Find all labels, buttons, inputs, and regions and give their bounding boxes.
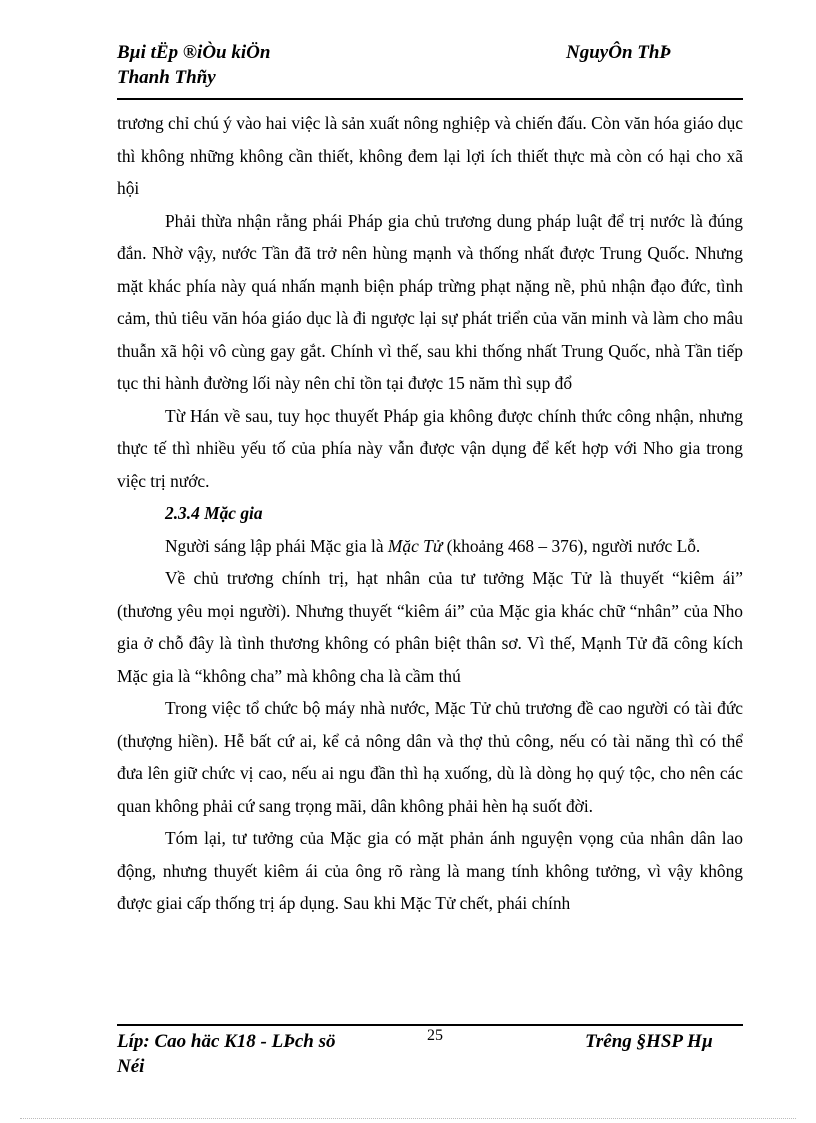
- page-header: [117, 40, 742, 102]
- header-left-line1: Bµi tËp ®iÒu kiÖn: [117, 42, 271, 63]
- header-left: [117, 40, 270, 90]
- paragraph-3: Từ Hán về sau, tuy học thuyết Pháp gia không được chính thức công nhận, nhưng thực tế thì nhiều yếu tố của phía này vẫn được vận dụng để kết hợp với Nho gia trong việc trị nước.: [117, 405, 743, 491]
- paragraph-2: Phải thừa nhận rằng phái Pháp gia chủ trương dung pháp luật để trị nước là đúng đắn. Nhờ vậy, nước Tần đã trở nên hùng mạnh và thống nhất được Trung Quốc. Nhưng mặt khác phía này quá nhấn mạnh biện pháp trừng phạt nặng nề, phủ nhận đạo đức, tình cảm, thủ tiêu văn hóa giáo dục là đi ngược lại sự phát triển của văn minh và làm cho mâu thuẫn xã hội vô cùng gay gắt. Chính vì thế, sau khi thống nhất Trung Quốc, nhà Tần tiếp tục thi hành đường lối này nên chỉ tồn tại được 15 năm thì sụp đổ: [117, 210, 743, 393]
- paragraph-4-name: Mặc Tử: [387, 535, 443, 556]
- page-footer: [117, 1029, 743, 1079]
- header-divider: [117, 98, 743, 100]
- header-right: NguyÔn ThÞ: [566, 42, 672, 63]
- paragraph-4-text-end: (khoảng 468 – 376), người nước Lỗ.: [442, 535, 701, 556]
- paragraph-7: Tóm lại, tư tưởng của Mặc gia có mặt phản ánh nguyện vọng của nhân dân lao động, nhưng thuyết kiêm ái của ông rõ ràng là mang tính không tưởng, vì vậy không được giai cấp thống trị áp dụng. Sau khi Mặc Tử chết, phái chính: [117, 828, 743, 913]
- page-number: 25: [427, 1027, 443, 1044]
- body-text: [117, 107, 743, 920]
- section-heading: 2.3.4 Mặc gia: [165, 503, 263, 523]
- footer-left-line2: Néi: [117, 1056, 145, 1077]
- paragraph-4-text-start: Người sáng lập phái Mặc gia là: [165, 535, 388, 556]
- footer-left-line1: Líp: Cao häc K18 - LÞch sö: [117, 1031, 336, 1052]
- paragraph-4: [117, 530, 743, 563]
- header-left-line2: Thanh Thñy: [117, 67, 216, 88]
- footer-left: [117, 1029, 336, 1079]
- footer-divider: [117, 1024, 743, 1026]
- paragraph-6: Trong việc tổ chức bộ máy nhà nước, Mặc Tử chủ trương đề cao người có tài đức (thượng hiền). Hễ bất cứ ai, kể cả nông dân và thợ thủ công, nếu có tài năng thì có thể đưa lên giữ chức vị cao, nếu ai ngu đần thì hạ xuống, dù là dòng họ quý tộc, cho nên các quan không phải cứ sang trọng mãi, dân không phải hèn hạ suốt đời.: [117, 698, 743, 816]
- footer-right: Trêng §HSP Hµ: [585, 1031, 713, 1052]
- paragraph-5: Về chủ trương chính trị, hạt nhân của tư tưởng Mặc Tử là thuyết “kiêm ái” (thương yêu mọi người). Nhưng thuyết “kiêm ái” của Mặc gia khác chữ “nhân” của Nho gia ở chỗ đây là tình thương không có phân biệt thân sơ. Vì thế, Mạnh Tử đã công kích Mặc gia là “không cha” mà không cha là cầm thú: [117, 568, 743, 686]
- paragraph-1: trương chỉ chú ý vào hai việc là sản xuất nông nghiệp và chiến đấu. Còn văn hóa giáo dục thì không những không cần thiết, không đem lại lợi ích thiết thực mà còn có hại cho xã hội: [117, 113, 743, 198]
- page-bottom-dotted-line: [20, 1118, 796, 1119]
